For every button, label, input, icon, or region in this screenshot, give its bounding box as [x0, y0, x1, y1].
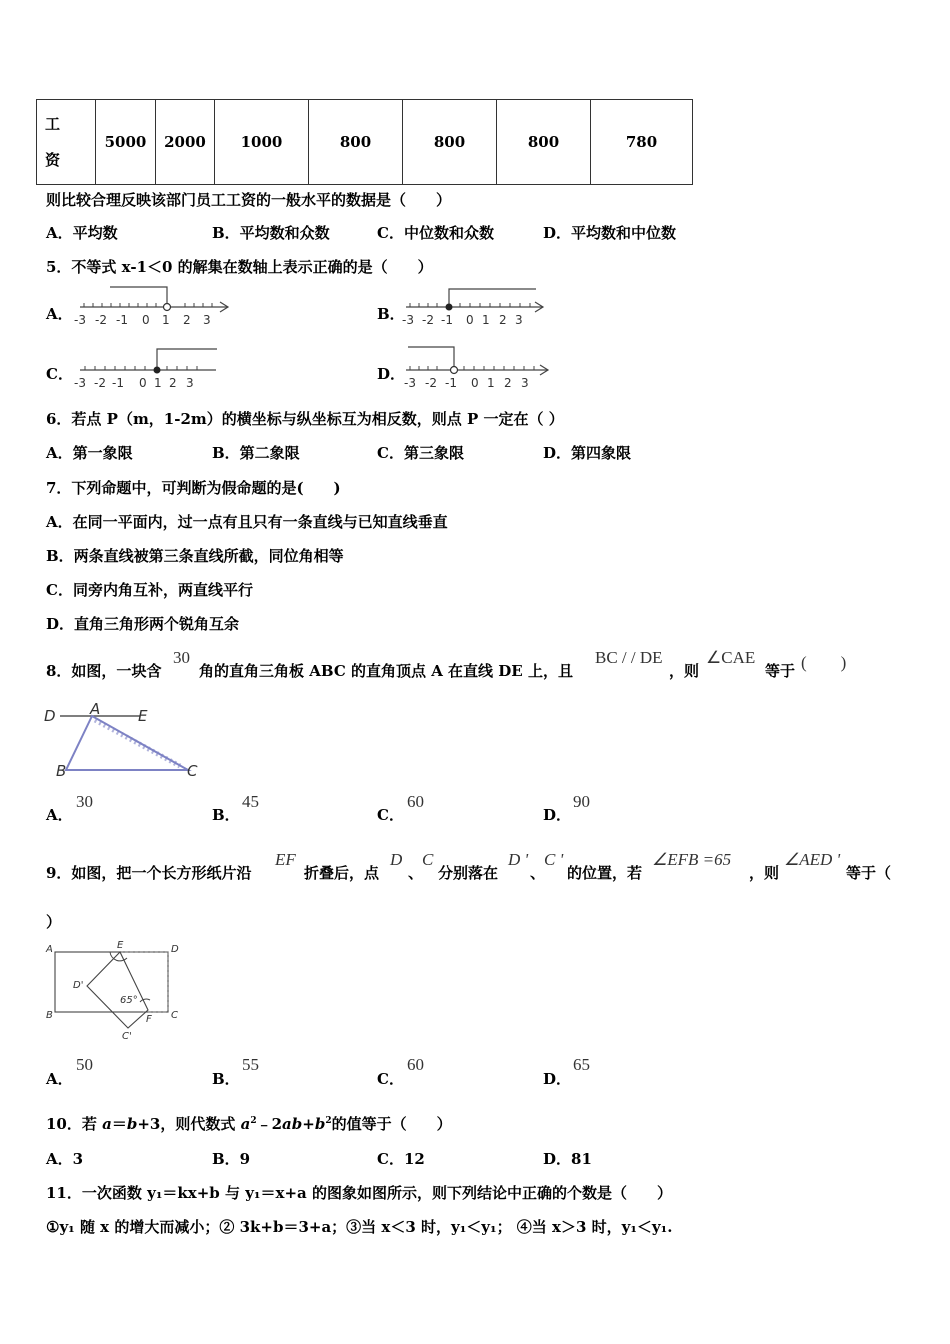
q10-text-3: +3，则代数式: [137, 1115, 241, 1133]
q9-text-4: 的位置，若: [567, 864, 643, 882]
point-label-e: E: [117, 940, 124, 951]
tick-label: -1: [441, 313, 453, 327]
tick-label: -2: [422, 313, 434, 327]
q10-option-c: C．12: [377, 1150, 425, 1168]
tick-label: -3: [404, 376, 416, 390]
tick-label: -3: [74, 376, 86, 390]
q10-option-b: B．9: [212, 1150, 251, 1168]
point-label-b: B: [56, 762, 67, 780]
q9-value-a: 50: [76, 1055, 93, 1074]
tick-label: 2: [183, 313, 191, 327]
q8-value-a: 30: [76, 792, 93, 811]
number-line-d: [398, 343, 558, 390]
q8-paren: ( ): [801, 653, 847, 672]
point-label-c: C: [187, 762, 198, 780]
q10-var-a: a: [102, 1115, 112, 1133]
q5-stem: 5．不等式 x-1＜0 的解集在数轴上表示正确的是（ ）: [46, 258, 433, 276]
q7-option-d: D．直角三角形两个锐角互余: [46, 615, 240, 633]
q9-text-5: ，则: [749, 864, 780, 882]
table-cell: 5000: [96, 100, 156, 185]
q8-text-2: 角的直角三角板 ABC 的直角顶点 A 在直线 DE 上，且: [199, 662, 573, 680]
tick-label: 0: [471, 376, 479, 390]
q6-option-d: D．第四象限: [543, 444, 632, 462]
q6-option-c: C．第三象限: [377, 444, 464, 462]
tick-label: -1: [116, 313, 128, 327]
angle-label: 65°: [120, 995, 138, 1006]
tick-label: -1: [445, 376, 457, 390]
q8-angle: 30: [173, 648, 190, 667]
q8-figure: [40, 700, 210, 785]
q7-option-b: B．两条直线被第三条直线所截，同位角相等: [46, 547, 344, 565]
point-label-d: D: [44, 707, 56, 725]
q6-option-a: A．第一象限: [46, 444, 133, 462]
q9-value-c: 60: [407, 1055, 424, 1074]
q9-text-6: 等于（: [846, 864, 892, 882]
tick-label: 0: [139, 376, 147, 390]
table-cell: 1000: [215, 100, 309, 185]
point-label-d: D: [171, 944, 179, 955]
q9-d: D: [390, 850, 403, 869]
q4-option-c: C．中位数和众数: [377, 224, 494, 242]
point-label-cprime: C': [122, 1031, 132, 1042]
table-cell: 780: [591, 100, 693, 185]
q10-text-4: ﹣2: [256, 1115, 283, 1133]
tick-label: 3: [515, 313, 523, 327]
q6-stem: 6．若点 P（m，1-2m）的横坐标与纵坐标互为相反数，则点 P 一定在（ ）: [46, 410, 564, 428]
q9-cprime: C ': [544, 850, 564, 869]
point-label-e: E: [138, 707, 148, 725]
table-cell: 800: [403, 100, 497, 185]
table-header-cell: [37, 100, 96, 185]
q8-value-b: 45: [242, 792, 259, 811]
q8-value-d: 90: [573, 792, 590, 811]
q9-figure: [40, 938, 195, 1044]
q9-ef: EF: [275, 850, 296, 869]
q9-sep-2: 、: [530, 864, 546, 882]
q8-label-d: D．: [543, 806, 572, 824]
tick-label: 0: [142, 313, 150, 327]
q9-label-c: C．: [377, 1070, 404, 1088]
q9-sep: 、: [408, 864, 424, 882]
q5-label-b: B．: [377, 305, 405, 323]
q8-value-c: 60: [407, 792, 424, 811]
header-bottom: 资: [45, 151, 61, 169]
wage-table: [36, 99, 693, 185]
tick-label: 2: [499, 313, 507, 327]
q9-label-b: B．: [212, 1070, 240, 1088]
q5-label-d: D．: [377, 365, 406, 383]
q10-text-5: +: [302, 1115, 315, 1133]
tick-label: 3: [521, 376, 529, 390]
tick-label: -3: [402, 313, 414, 327]
q4-stem: 则比较合理反映该部门员工工资的一般水平的数据是（ ）: [46, 191, 452, 209]
q8-condition: BC / / DE: [595, 648, 663, 667]
q5-label-c: C．: [46, 365, 73, 383]
q8-text-1: 8．如图，一块含: [46, 662, 162, 680]
header-top: 工: [45, 115, 61, 133]
q8-text-3: ，则: [669, 662, 700, 680]
q7-stem: 7．下列命题中，可判断为假命题的是( ): [46, 479, 341, 497]
q4-option-d: D．平均数和中位数: [543, 224, 677, 242]
point-label-b: B: [46, 1010, 53, 1021]
q9-target: ∠AED ': [784, 850, 841, 869]
point-label-dprime: D': [73, 980, 84, 991]
q7-option-c: C．同旁内角互补，两直线平行: [46, 581, 253, 599]
q5-label-a: A．: [46, 305, 73, 323]
tick-label: -2: [95, 313, 107, 327]
table-row: [37, 100, 693, 185]
tick-label: 0: [466, 313, 474, 327]
q8-text-4: 等于: [765, 662, 796, 680]
q10-expr-b: b: [314, 1115, 326, 1133]
q10-text-2: ＝: [111, 1115, 127, 1133]
q10-exponent: 2: [250, 1116, 257, 1126]
q8-label-b: B．: [212, 806, 240, 824]
q9-value-d: 65: [573, 1055, 590, 1074]
q10-option-d: D．81: [543, 1150, 592, 1168]
q11-statements: ①y₁ 随 x 的增大而减小；② 3k+b＝3+a；③当 x＜3 时，y₁＜y₁； ④当 x＞3 时，y₁＜y₁.: [46, 1218, 673, 1236]
table-cell: 800: [497, 100, 591, 185]
tick-label: -2: [425, 376, 437, 390]
q10-option-a: A．3: [46, 1150, 84, 1168]
q10-expr-ab: ab: [282, 1115, 303, 1133]
tick-label: 1: [487, 376, 495, 390]
table-cell: 2000: [156, 100, 215, 185]
number-line-a: [70, 283, 240, 328]
q9-c: C: [422, 850, 434, 869]
q11-stem: 11．一次函数 y₁＝kx+b 与 y₁＝x+a 的图象如图所示，则下列结论中正确的个数是（ ）: [46, 1184, 672, 1202]
number-line-b: [398, 283, 558, 328]
q9-close-paren: ）: [46, 913, 62, 931]
tick-label: 3: [203, 313, 211, 327]
point-label-a: A: [90, 700, 101, 718]
tick-label: -2: [94, 376, 106, 390]
q10-var-b: b: [126, 1115, 138, 1133]
tick-label: -3: [74, 313, 86, 327]
q10-text-1: 10．若: [46, 1115, 103, 1133]
tick-label: 1: [154, 376, 162, 390]
tick-label: 2: [504, 376, 512, 390]
tick-label: 2: [169, 376, 177, 390]
tick-label: -1: [112, 376, 124, 390]
q10-text-6: 的值等于（ ）: [331, 1115, 452, 1133]
tick-label: 3: [186, 376, 194, 390]
q6-option-b: B．第二象限: [212, 444, 300, 462]
tick-label: 1: [482, 313, 490, 327]
q9-value-b: 55: [242, 1055, 259, 1074]
q9-text-1: 9．如图，把一个长方形纸片沿: [46, 864, 252, 882]
q9-dprime: D ': [508, 850, 529, 869]
q4-option-a: A．平均数: [46, 224, 118, 242]
q9-label-a: A．: [46, 1070, 73, 1088]
q4-option-b: B．平均数和众数: [212, 224, 330, 242]
table-cell: 800: [309, 100, 403, 185]
tick-label: 1: [162, 313, 170, 327]
point-label-a: A: [46, 944, 53, 955]
q10-stem: [46, 1113, 452, 1134]
q9-condition: ∠EFB =65: [652, 850, 732, 869]
point-label-f: F: [146, 1014, 152, 1025]
point-label-c: C: [171, 1010, 178, 1021]
q9-text-3: 分别落在: [438, 864, 499, 882]
q10-expr-a: a: [240, 1115, 251, 1133]
q8-target: ∠CAE: [706, 648, 756, 667]
q8-label-a: A．: [46, 806, 73, 824]
q7-option-a: A．在同一平面内，过一点有且只有一条直线与已知直线垂直: [46, 513, 448, 531]
q9-label-d: D．: [543, 1070, 572, 1088]
number-line-c: [70, 343, 230, 390]
q8-label-c: C．: [377, 806, 404, 824]
q9-text-2: 折叠后，点: [304, 864, 380, 882]
q10-exponent-2: 2: [325, 1116, 332, 1126]
